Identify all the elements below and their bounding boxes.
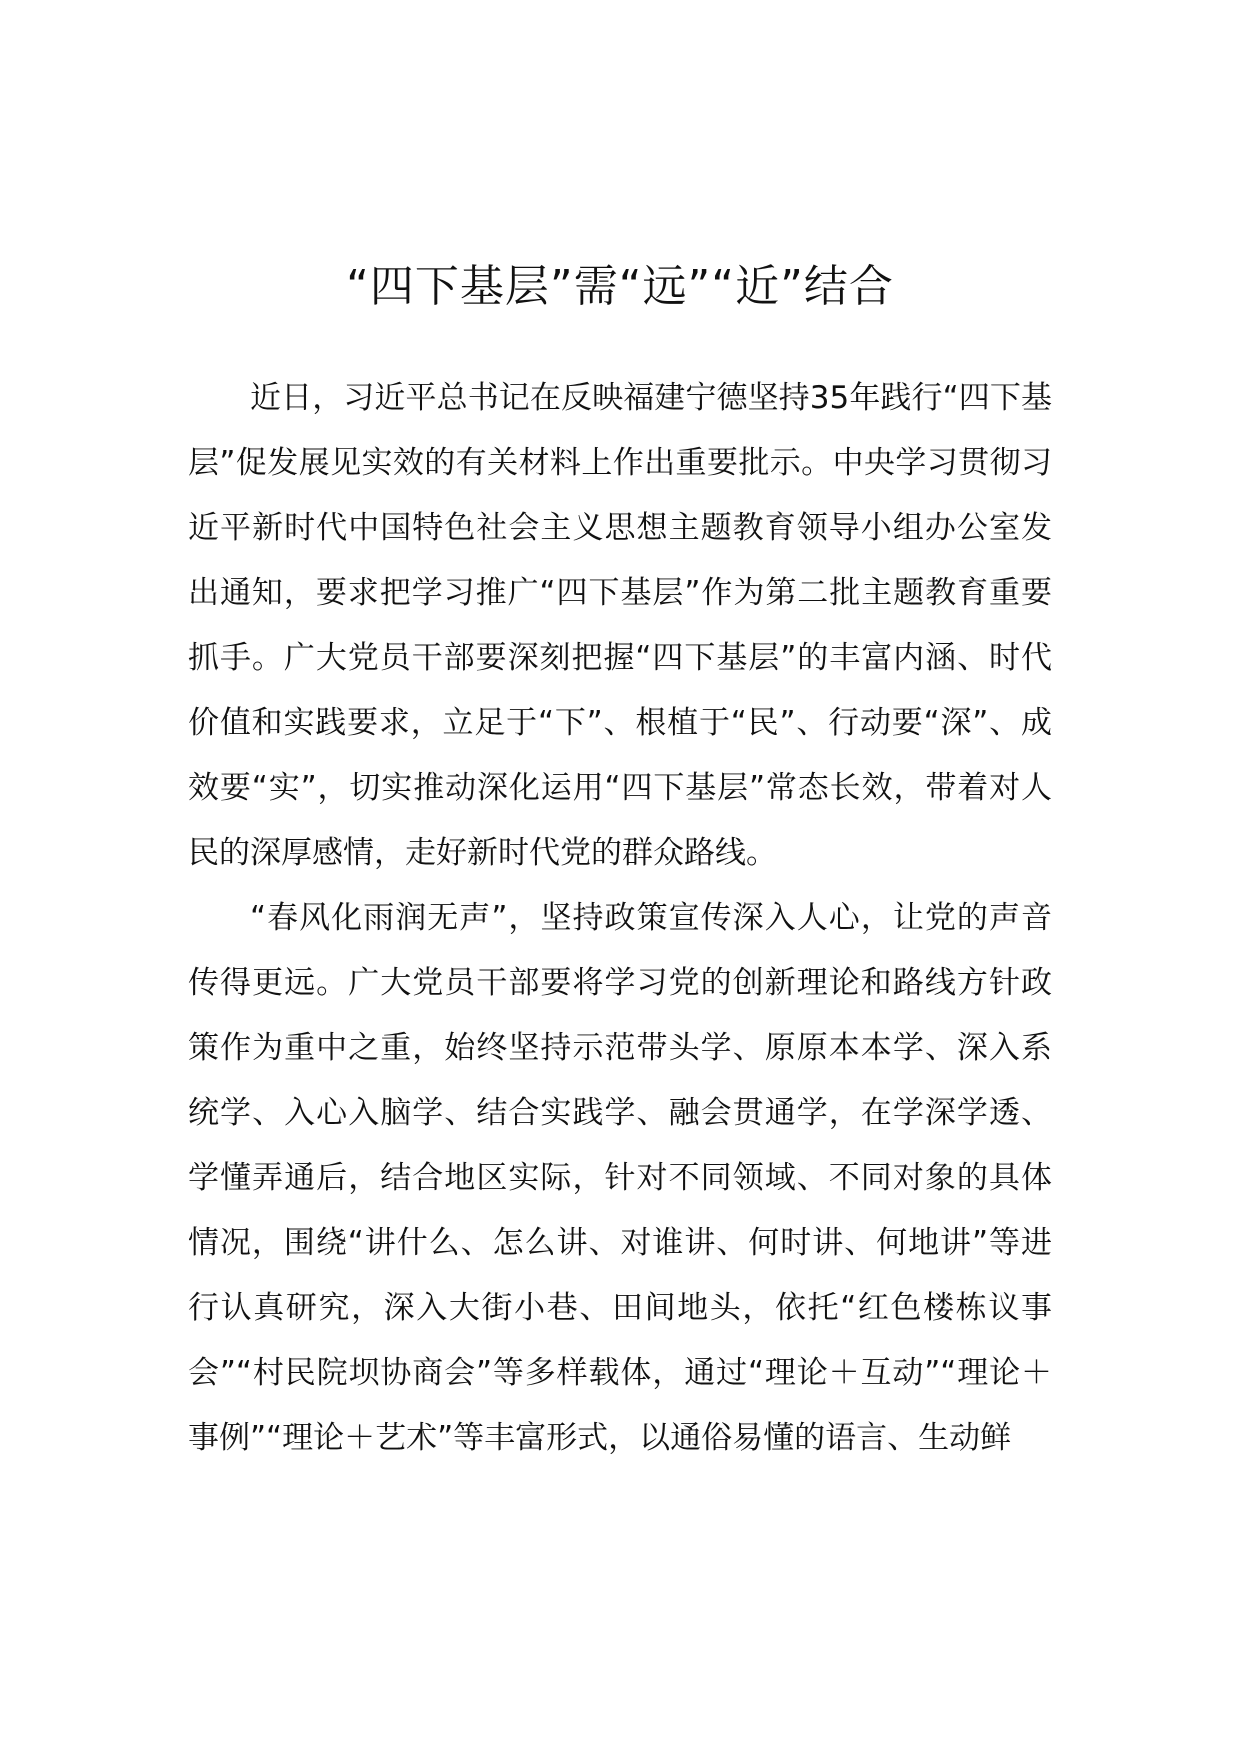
document-body	[188, 366, 1052, 1471]
paragraph-2: “春风化雨润无声”，坚持政策宣传深入人心，让党的声音传得更远。广大党员干部要将学习党的创新理论和路线方针政策作为重中之重，始终坚持示范带头学、原原本本学、深入系统学、入心入脑学、结合实践学、融会贯通学，在学深学透、学懂弄通后，结合地区实际，针对不同领域、不同对象的具体情况，围绕“讲什么、怎么讲、对谁讲、何时讲、何地讲”等进行认真研究，深入大街小巷、田间地头，依托“红色楼栋议事会”“村民院坝协商会”等多样载体，通过“理论＋互动”“理论＋事例”“理论＋艺术”等丰富形式，以通俗易懂的语言、生动鲜	[188, 900, 1052, 1456]
paragraph-1: 近日，习近平总书记在反映福建宁德坚持35年践行“四下基层”促发展见实效的有关材料上作出重要批示。中央学习贯彻习近平新时代中国特色社会主义思想主题教育领导小组办公室发出通知，要求把学习推广“四下基层”作为第二批主题教育重要抓手。广大党员干部要深刻把握“四下基层”的丰富内涵、时代价值和实践要求，立足于“下”、根植于“民”、行动要“深”、成效要“实”，切实推动深化运用“四下基层”常态长效，带着对人民的深厚感情，走好新时代党的群众路线。	[188, 380, 1052, 871]
document-title: “四下基层”需“远”“近”结合	[346, 261, 894, 313]
